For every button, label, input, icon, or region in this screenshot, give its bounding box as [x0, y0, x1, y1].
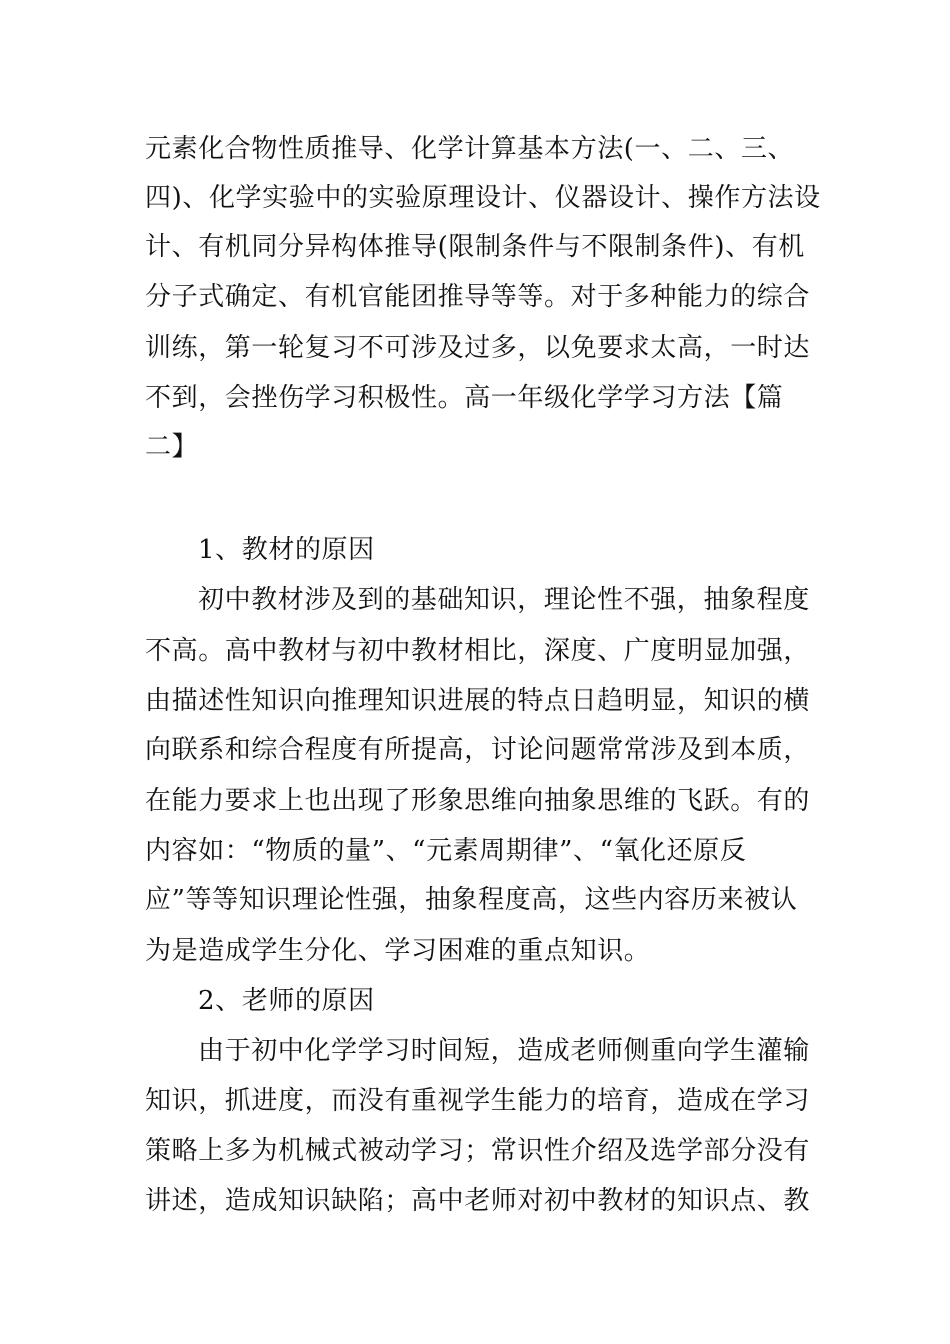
body-text-line: 知识，抓进度，而没有重视学生能力的培育，造成在学习 [145, 1086, 811, 1116]
body-text-line: 内容如：“物质的量”、“元素周期律”、“氧化还原反 [145, 836, 747, 866]
section-heading: 2、老师的原因 [198, 986, 375, 1016]
body-text-line: 训练，第一轮复习不可涉及过多，以免要求太高，一时达 [145, 333, 811, 363]
body-text-line: 不高。高中教材与初中教材相比，深度、广度明显加强， [145, 636, 811, 666]
body-text-line: 计、有机同分异构体推导(限制条件与不限制条件)、有机 [145, 232, 805, 262]
body-text-line: 元素化合物性质推导、化学计算基本方法(一、二、三、 [145, 134, 795, 164]
body-text-line: 不到，会挫伤学习积极性。高一年级化学学习方法【篇 [145, 383, 784, 413]
body-text-line: 二】 [145, 432, 199, 462]
body-text-line: 在能力要求上也出现了形象思维向抽象思维的飞跃。有的 [145, 786, 811, 816]
body-text-line: 由描述性知识向推理知识进展的特点日趋明显，知识的横 [145, 686, 811, 716]
section-heading: 1、教材的原因 [198, 535, 375, 565]
body-text-line: 向联系和综合程度有所提高，讨论问题常常涉及到本质， [145, 735, 811, 765]
body-text-line: 由于初中化学学习时间短，造成老师侧重向学生灌输 [198, 1036, 810, 1066]
body-text-line: 应”等等知识理论性强，抽象程度高，这些内容历来被认 [145, 885, 798, 915]
body-text-line: 分子式确定、有机官能团推导等等。对于多种能力的综合 [145, 282, 811, 312]
body-text-line: 讲述，造成知识缺陷；高中老师对初中教材的知识点、教 [145, 1186, 811, 1216]
body-text-line: 四)、化学实验中的实验原理设计、仪器设计、操作方法设 [145, 183, 821, 213]
body-text-line: 初中教材涉及到的基础知识，理论性不强，抽象程度 [198, 585, 810, 615]
body-text-line: 策略上多为机械式被动学习；常识性介绍及选学部分没有 [145, 1136, 811, 1166]
body-text-line: 为是造成学生分化、学习困难的重点知识。 [145, 936, 651, 966]
